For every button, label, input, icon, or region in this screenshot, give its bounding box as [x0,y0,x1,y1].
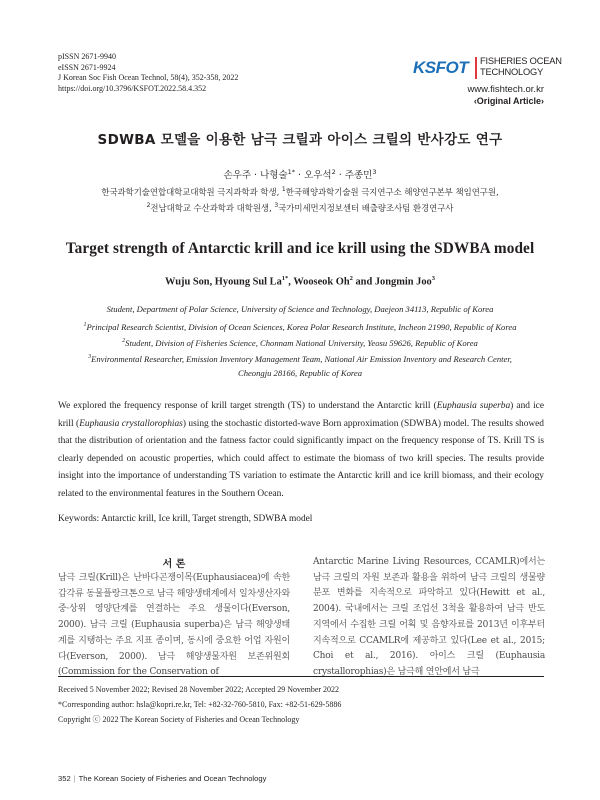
korean-affiliation-line1: 한국과학기술연합대학교대학원 극지과학과 학생, $^1$한국해양과학기술원 극지연구소 해양연구본부 책임연구원, [101,186,499,197]
korean-authors: 손우주 · 나형술$^{1*}$ · 오우석$^2$ · 주종민$^3$ [223,167,377,181]
body-column-right: Antarctic Marine Living Resources, CCAMLR)에서는 남극 크릴의 자원 보존과 활용을 위하여 남극 크릴의 생물량 분포 변화를 지속적으로 파악하고 있다(Hewitt et al., 2004). 국내에서는 크릴 조업선 3척을 활용하여 남극 반도 지역에서 수집한 크릴 어획 및 음향자료를 2013년 이후부터 지속적으로 CCAMLR에 제공하고 있다(Lee et al., 2015; Choi et al., 2016). 아이스 크릴 (Euphausia crystallorophias)은 남극해 연안에서 남극 [313,557,545,677]
ko-author-3: 오우석 [304,170,332,181]
english-affiliation-2: $^2$Student, Division of Fisheries Science, Chonnam National University, Yeosu 59626, Republic of Korea [122,337,478,348]
en-author-3: Wooseok Oh [293,276,350,288]
ko-aff-1b: 한국해양과학기술원 극지연구소 해양연구본부 책임연구원, [285,186,499,197]
korean-title: SDWBA 모델을 이용한 남극 크릴과 아이스 크릴의 반사강도 연구 [97,132,503,148]
ko-author-4-sup: 3 [372,167,377,176]
page-number: 352 [58,774,71,783]
ko-aff-2b: 국가미세먼지정보센터 배출량조사팀 환경연구사 [278,202,454,213]
en-author-1: Wuju Son [165,276,210,288]
korean-affiliation-line2: $^2$전남대학교 수산과학과 대학원생, $^3$국가미세먼지정보센터 배출량조사팀 환경연구사 [146,202,454,213]
journal-website[interactable]: www.fishtech.or.kr [467,84,544,95]
en-author-3-sup: 2 [349,275,353,282]
ksfot-logo-mark: KSFOT [413,58,471,78]
english-title: Target strength of Antarctic krill and ice krill using the SDWBA model [65,240,535,257]
citation: J Korean Soc Fish Ocean Technol, 58(4), 352-358, 2022 [58,73,239,82]
english-affiliation-1: $^1$Principal Research Scientist, Division of Ocean Sciences, Korea Polar Research Institute, Incheon 21990, Republic of Korea [83,321,517,332]
en-author-and: and [355,276,373,288]
logo-journal-name [480,56,562,78]
footnote-divider [58,676,544,677]
logo-journal-line2: TECHNOLOGY [480,67,544,77]
ko-author-4: 주종민 [344,170,373,181]
ko-author-2-sup: 1* [287,167,296,176]
en-author-2: Hyoung Sul La [214,276,282,288]
ko-aff-2a: 전남대학교 수산과학과 대학원생, [150,202,275,213]
article-type: ‹Original Article› [473,96,544,106]
body-column-left: 남극 크릴(Krill)은 난바다곤쟁이목(Euphausiacea)에 속한 갑각류 동물플랑크톤으로 남극 해양생태계에서 일차생산자와 중·상위 영양단계를 연결하는 주요 생물이다(Everson, 2000). 남극 크릴 (Euphausia superba)은 남극 해양생태계를 지탱하는 주요 지표 종이며, 동시에 중요한 어업 자원이다(Everson, 2000). 남극 해양생물자원 보존위원회(Commission for the Conservation of [58,573,290,678]
ko-aff-1a: 한국과학기술연합대학교대학원 극지과학과 학생, [101,186,282,197]
doi-link[interactable]: https://doi.org/10.3796/KSFOT.2022.58.4.352 [58,83,207,93]
ko-author-1: 손우주 [223,170,252,181]
abstract: We explored the frequency response of krill target strength (TS) to understand the Antarctic krill (Euphausia superba) and ice krill (Euphausia crystallorophias) using the stochastic distorted-wave Born approximation (SDWBA) model. The results showed that the distribution of orientation and the fatness factor could significantly impact on the frequency response of TS. Krill TS is clearly depended on acoustic properties, which could affect to estimate the biomass of two krill species. The results provide insight into the importance of understanding TS variation to estimate the Antarctic krill and ice krill biomass, and their ecology related to the environmental features in the Southern Ocean. [58,401,544,499]
english-affiliation-3a: $^3$Environmental Researcher, Emission Inventory Management Team, National Air Emission Inventory and Research Center, [88,353,512,364]
species-name-1: Euphausia superba [436,401,511,411]
journal-logo [413,55,562,81]
ko-author-2: 나형술 [260,170,288,181]
english-affiliation-3b: Cheongju 28166, Republic of Korea [237,368,363,378]
society-name: The Korean Society of Fisheries and Ocean Technology [78,774,267,783]
copyright: Copyright ⓒ 2022 The Korean Society of Fisheries and Ocean Technology [58,715,300,724]
logo-journal-line1: FISHERIES OCEAN [480,56,562,66]
en-author-4-sup: 3 [431,275,435,282]
pissn: pISSN 2671-9940 [58,52,117,61]
received-dates: Received 5 November 2022; Revised 28 November 2022; Accepted 29 November 2022 [58,685,340,694]
english-authors: Wuju Son, Hyoung Sul $La^{1*}$, Wooseok Oh$^2$ and Jongmin Joo$^3$ [165,275,435,288]
en-author-4: Jongmin Joo [374,276,432,288]
page-footer: 352 | The Korean Society of Fisheries and Ocean Technology [58,774,267,783]
keywords: Keywords: Antarctic krill, Ice krill, Target strength, SDWBA model [58,514,313,524]
logo-divider [475,57,477,79]
species-name-2: Euphausia crystallorophias [79,418,183,429]
english-affiliation-0: Student, Department of Polar Science, University of Science and Technology, Daejeon 34113, Republic of Korea [106,304,494,314]
journal-meta [58,52,238,94]
section-heading-introduction: 서 론 [162,559,186,570]
en-author-2-sup: 1* [281,275,289,282]
ko-author-3-sup: 2 [331,167,336,176]
corresponding-author: *Corresponding author: hsla@kopri.re.kr, Tel: +82-32-760-5810, Fax: +82-51-629-5886 [58,700,342,709]
eissn: eISSN 2671-9924 [58,62,116,72]
